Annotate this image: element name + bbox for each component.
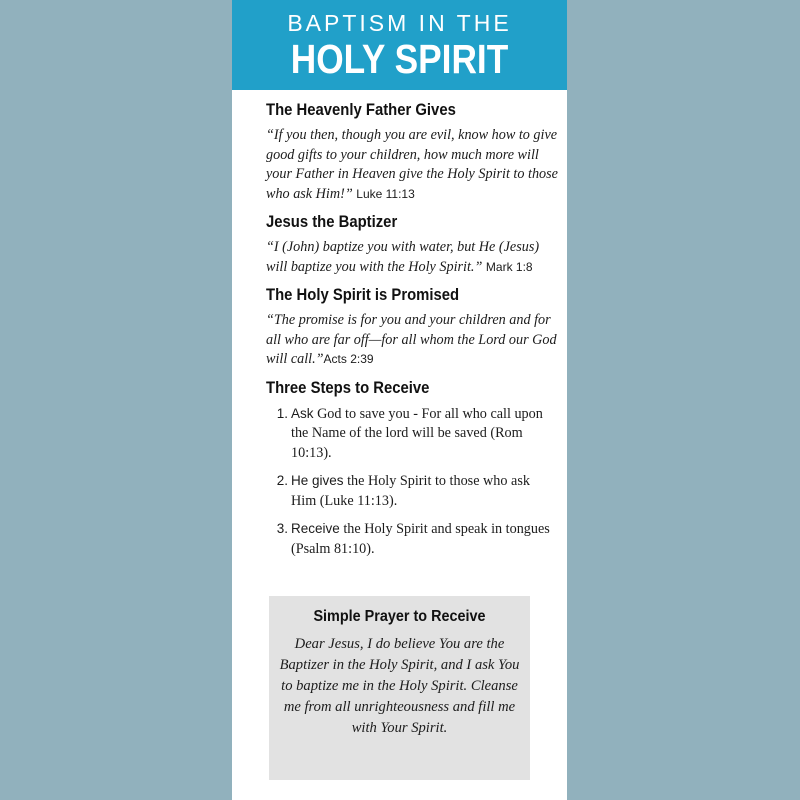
section-heading: Three Steps to Receive — [266, 378, 430, 397]
tract-card — [232, 0, 567, 800]
scripture-quote — [266, 238, 558, 277]
section-heading: Jesus the Baptizer — [266, 213, 398, 231]
scripture-reference: Acts 2:39 — [323, 352, 374, 366]
banner-title: HOLY SPIRIT — [290, 36, 509, 82]
section-jesus-baptizer — [266, 212, 558, 277]
list-item — [266, 471, 558, 511]
section-spirit-promised — [266, 285, 558, 370]
scripture-reference: Luke 11:13 — [356, 186, 415, 201]
scripture-quote — [266, 126, 558, 204]
step-number: 2. — [276, 473, 288, 488]
step-body — [291, 404, 558, 464]
section-heavenly-father — [266, 100, 558, 204]
step-number: 3. — [276, 521, 288, 536]
step-text: the Holy Spirit to those who ask Him (Luke 11:13). — [291, 473, 530, 509]
prayer-box — [269, 596, 530, 780]
step-lead: Receive — [291, 521, 340, 536]
section-three-steps — [266, 378, 558, 560]
scripture-reference: Mark 1:8 — [485, 259, 533, 274]
list-item — [266, 519, 558, 559]
step-lead: He gives — [291, 473, 344, 488]
scripture-quote — [266, 311, 558, 370]
list-item — [266, 404, 558, 464]
prayer-text: Dear Jesus, I do believe You are the Baptizer in the Holy Spirit, and I ask You to baptize me in the Holy Spirit. Cleanse me from all unrighteousness and fill me with Your Spirit. — [279, 636, 520, 736]
step-text: God to save you - For all who call upon the Name of the lord will be saved (Rom 10:13). — [291, 405, 543, 461]
section-heading: The Holy Spirit is Promised — [266, 286, 460, 304]
step-body — [291, 471, 558, 511]
banner-subtitle: BAPTISM IN THE — [287, 10, 512, 36]
tract-content — [266, 100, 558, 567]
step-text: the Holy Spirit and speak in tongues (Psalm 81:10). — [291, 521, 550, 557]
steps-list — [266, 404, 558, 560]
quote-text: “I (John) baptize you with water, but He (Jesus) will baptize you with the Holy Spirit.” — [266, 239, 540, 275]
step-number: 1. — [276, 405, 288, 421]
step-body — [291, 519, 558, 559]
quote-text: “The promise is for you and your children and for all who are far off—for all whom the Lord our God will call.” — [266, 312, 557, 367]
section-heading: The Heavenly Father Gives — [266, 101, 456, 119]
prayer-heading: Simple Prayer to Receive — [313, 608, 486, 625]
step-lead: Ask — [291, 405, 314, 421]
quote-text: “If you then, though you are evil, know how to give good gifts to your children, how much more will your Father in Heaven give the Holy Spirit to those who ask Him!” — [266, 127, 558, 202]
title-banner — [232, 0, 567, 90]
